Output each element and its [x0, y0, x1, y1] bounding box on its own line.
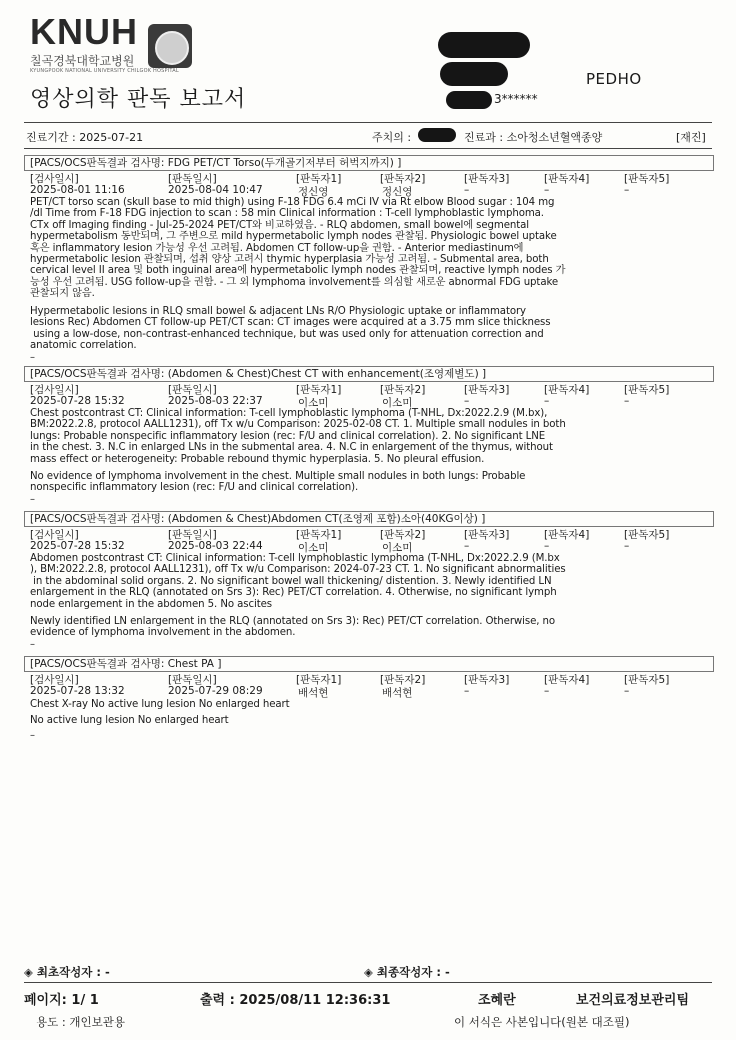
col-reader3: [판독자3]	[464, 674, 510, 686]
findings-text: Chest X-ray No active lung lesion No enlarged heart	[30, 699, 290, 710]
first-author: ◈ 최초작성자 : -	[24, 965, 110, 979]
col-reader1: [판독자1]	[296, 674, 342, 686]
redacted-block	[446, 91, 492, 109]
last-author: ◈ 최종작성자 : -	[364, 965, 450, 979]
col-read-date: [판독일시]	[168, 173, 217, 185]
col-reader3: [판독자3]	[464, 529, 510, 541]
col-read-date: [판독일시]	[168, 384, 217, 396]
findings-text: Abdomen postcontrast CT: Clinical information: T-cell lymphoblastic lymphoma (T-NHL, Dx:2022.2.9 (M.bx ), BM:2022.2.8, protocol AALL1231), off Tx w/u Comparison: 2024-07-23 CT. 1. No significant abnormalities in the abdominal solid organs. 2. No significant bowel wall thickening/ distention. 3. Newly identified LN enlargement in the RLQ (annotated on Srs 3): Rec) PET/CT correlation. 4. Otherwise, no significant lymph node enlargement in the abdomen 5. No ascites	[30, 553, 566, 610]
section-end-dash: –	[30, 730, 35, 741]
exam-date: 2025-07-28 15:32	[30, 540, 125, 552]
reader2: 이소미	[382, 542, 413, 554]
treatment-period: 진료기간 : 2025-07-21	[26, 131, 144, 144]
emblem-inner-icon	[155, 31, 189, 65]
reader3: –	[464, 184, 470, 196]
col-reader2: [판독자2]	[380, 173, 426, 185]
reader5: –	[624, 184, 630, 196]
reader1: 이소미	[298, 397, 329, 409]
divider	[24, 982, 712, 983]
reader4: –	[544, 540, 550, 552]
section-end-dash: –	[30, 494, 35, 505]
col-exam-date: [검사일시]	[30, 384, 79, 396]
read-date: 2025-08-03 22:37	[168, 395, 263, 407]
col-exam-date: [검사일시]	[30, 674, 79, 686]
col-exam-date: [검사일시]	[30, 173, 79, 185]
reader5: –	[624, 540, 630, 552]
visit-status: [재진]	[676, 131, 706, 144]
patient-code: PEDHO	[586, 70, 642, 88]
print-datetime: 출력 : 2025/08/11 12:36:31	[200, 993, 391, 1008]
col-reader3: [판독자3]	[464, 384, 510, 396]
conclusion-text: Hypermetabolic lesions in RLQ small bowel & adjacent LNs R/O Physiologic uptake or inflammatory lesions Rec) Abdomen CT follow-up PET/CT scan: CT images were acquired at a 3.75 mm slice thickness using a low-dose, non-contrast-enhanced technique, but was used only for attenuation correction and anatomic correlation.	[30, 306, 551, 352]
col-reader2: [판독자2]	[380, 384, 426, 396]
col-reader1: [판독자1]	[296, 529, 342, 541]
printed-by: 조혜란	[478, 993, 516, 1008]
reader1: 이소미	[298, 542, 329, 554]
attending-label: 주치의 :	[372, 131, 412, 144]
col-reader4: [판독자4]	[544, 384, 590, 396]
reader4: –	[544, 685, 550, 697]
section-end-dash: –	[30, 352, 35, 363]
divider	[24, 122, 712, 123]
reader4: –	[544, 184, 550, 196]
redacted-block	[438, 32, 530, 58]
read-date: 2025-08-03 22:44	[168, 540, 263, 552]
read-date: 2025-08-04 10:47	[168, 184, 263, 196]
exam-date: 2025-07-28 13:32	[30, 685, 125, 697]
conclusion-text: No active lung lesion No enlarged heart	[30, 715, 229, 726]
col-read-date: [판독일시]	[168, 529, 217, 541]
usage: 용도 : 개인보관용	[36, 1015, 125, 1029]
col-reader1: [판독자1]	[296, 384, 342, 396]
col-reader4: [판독자4]	[544, 529, 590, 541]
col-reader2: [판독자2]	[380, 674, 426, 686]
col-reader2: [판독자2]	[380, 529, 426, 541]
redacted-block	[440, 62, 508, 86]
col-reader5: [판독자5]	[624, 173, 670, 185]
section-end-dash: –	[30, 639, 35, 650]
exam-date: 2025-08-01 11:16	[30, 184, 125, 196]
section-title: [PACS/OCS판독결과 검사명: FDG PET/CT Torso(두개골기저부터 허벅지까지) ]	[30, 157, 402, 169]
divider	[24, 148, 712, 149]
hospital-logo-text: KNUH	[30, 11, 138, 52]
exam-date: 2025-07-28 15:32	[30, 395, 125, 407]
section-title: [PACS/OCS판독결과 검사명: Chest PA ]	[30, 658, 222, 670]
findings-text: Chest postcontrast CT: Clinical information: T-cell lymphoblastic lymphoma (T-NHL, Dx:2022.2.9 (M.bx), BM:2022.2.8, protocol AALL1231), off Tx w/u Comparison: 2025-02-08 CT. 1. Multiple small nodules in both lungs: Probable nonspecific inflammatory lesion (rec: F/U and clinical correlation). 2. No significant LNE in the chest. 3. N.C in enlarged LNs in the submental area. 4. N.C in enlargement of the thymus, without mass effect or heterogeneity: Probable rebound thymic hyperplasia. 5. No pleural effusion.	[30, 408, 566, 465]
reader3: –	[464, 395, 470, 407]
page-number: 페이지: 1/ 1	[24, 993, 99, 1008]
col-exam-date: [검사일시]	[30, 529, 79, 541]
reader4: –	[544, 395, 550, 407]
hospital-name: 칠곡경북대학교병원	[30, 54, 135, 68]
reader1: 정신영	[298, 186, 329, 198]
department: 진료과 : 소아청소년혈액종양	[464, 131, 603, 144]
section-title: [PACS/OCS판독결과 검사명: (Abdomen & Chest)Abdomen CT(조영제 포함)소아(40KG이상) ]	[30, 513, 486, 525]
col-reader5: [판독자5]	[624, 384, 670, 396]
col-read-date: [판독일시]	[168, 674, 217, 686]
col-reader4: [판독자4]	[544, 173, 590, 185]
reader2: 정신영	[382, 186, 413, 198]
col-reader4: [판독자4]	[544, 674, 590, 686]
conclusion-text: No evidence of lymphoma involvement in the chest. Multiple small nodules in both lungs: Probable nonspecific inflammatory lesion (rec: F/U and clinical correlation).	[30, 471, 526, 494]
patient-id-masked: 3******	[494, 92, 538, 106]
col-reader3: [판독자3]	[464, 173, 510, 185]
reader3: –	[464, 685, 470, 697]
reader5: –	[624, 395, 630, 407]
col-reader5: [판독자5]	[624, 674, 670, 686]
findings-text: PET/CT torso scan (skull base to mid thigh) using F-18 FDG 6.4 mCi IV via Rt elbow Blood sugar : 104 mg /dl Time from F-18 FDG injection to scan : 58 min Clinical information : T-cell lymphoblastic lymphoma. CTx off Imaging finding - Jul-25-2024 PET/CT와 비교하였음. - RLQ abdomen, small bowel에 segmental hypermetabolism 동반되며, 그 주변으로 mild hypermetabolic lymph nodes 관찰됨. Physiologic bowel uptake 혹은 inflammatory lesion 가능성 우선 고려됨. Abdomen CT follow-up을 권함. - Anterior mediastinum에 hypermetabolic lesion 관찰되며, 섭취 양상 고려시 thymic hyperplasia 가능성 고려됨. - Submental area, both cervical level II area 및 both inguinal area에 hypermetabolic lymph nodes 관찰되며, reactive lymph nodes 가 능성 우선 고려됨. USG follow-up을 권함. - 그 외 lymphoma involvement를 의심할 새로운 abnormal FDG uptake 관찰되지 않음.	[30, 197, 566, 300]
reader5: –	[624, 685, 630, 697]
copy-note: 이 서식은 사본입니다(원본 대조필)	[454, 1015, 630, 1029]
conclusion-text: Newly identified LN enlargement in the RLQ (annotated on Srs 3): Rec) PET/CT correlation. Otherwise, no evidence of lymphoma involvement in the abdomen.	[30, 616, 556, 639]
section-title: [PACS/OCS판독결과 검사명: (Abdomen & Chest)Chest CT with enhancement(조영제별도) ]	[30, 368, 487, 380]
reader2: 배석현	[382, 687, 413, 699]
team-name: 보건의료정보관리팀	[576, 993, 690, 1008]
reader2: 이소미	[382, 397, 413, 409]
redacted-block	[418, 128, 456, 142]
read-date: 2025-07-29 08:29	[168, 685, 263, 697]
col-reader5: [판독자5]	[624, 529, 670, 541]
reader1: 배석현	[298, 687, 329, 699]
col-reader1: [판독자1]	[296, 173, 342, 185]
report-title: 영상의학 판독 보고서	[30, 87, 247, 112]
hospital-english-name: KYUNGPOOK NATIONAL UNIVERSITY CHILGOK HOSPITAL	[30, 68, 179, 74]
reader3: –	[464, 540, 470, 552]
